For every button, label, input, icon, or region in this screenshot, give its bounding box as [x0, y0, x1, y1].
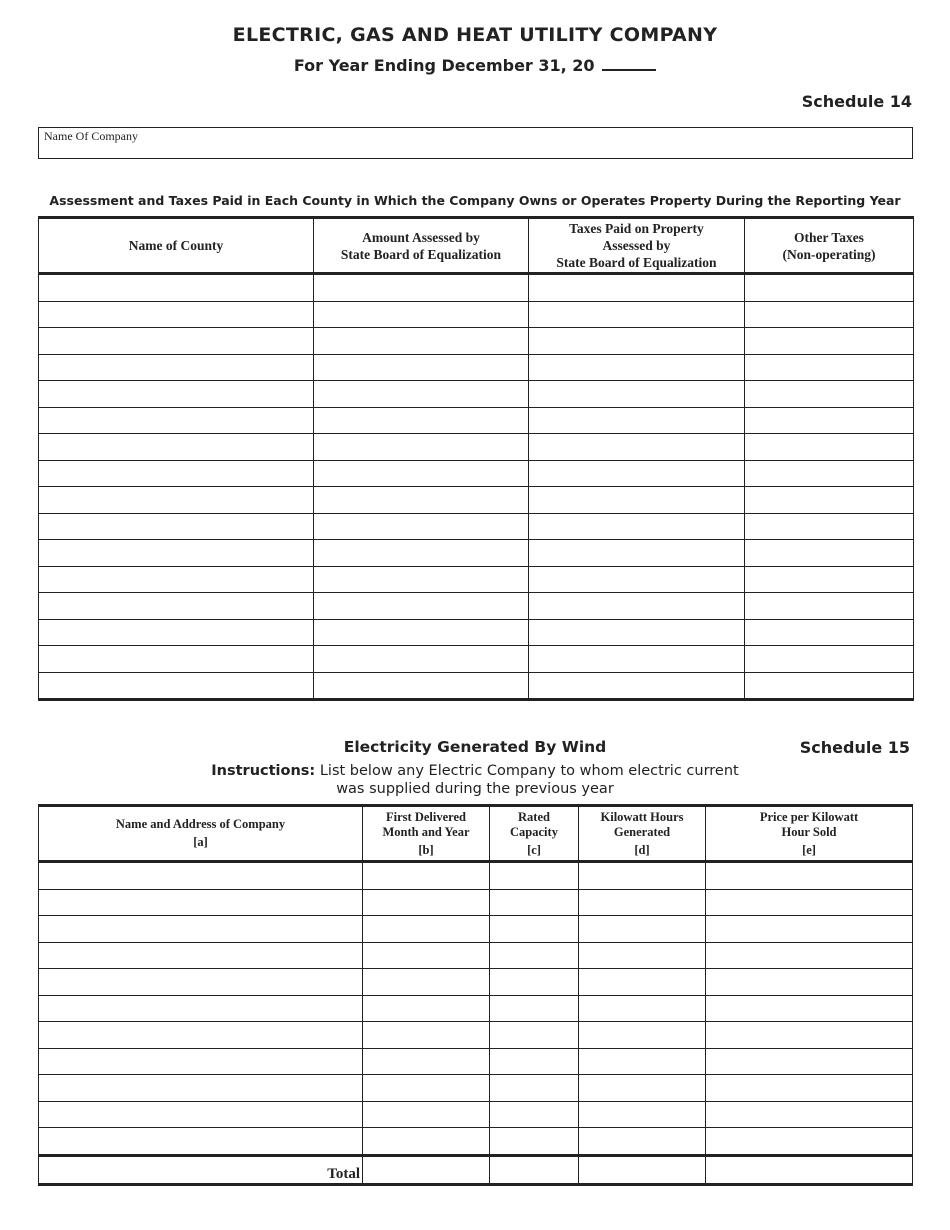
total-label: Total — [39, 1155, 363, 1184]
total-cell[interactable] — [363, 1155, 490, 1184]
input-cell[interactable] — [39, 995, 363, 1022]
instructions-label: Instructions: — [211, 763, 316, 779]
table-row — [39, 1048, 913, 1075]
input-cell[interactable] — [39, 540, 314, 567]
table-row — [39, 407, 914, 434]
input-cell[interactable] — [579, 1128, 706, 1156]
input-cell[interactable] — [39, 566, 314, 593]
table-row — [39, 328, 914, 355]
input-cell[interactable] — [39, 916, 363, 943]
input-cell[interactable] — [706, 889, 913, 916]
column-header-line: First Delivered — [386, 809, 466, 824]
input-cell[interactable] — [314, 301, 529, 328]
form-subtitle — [0, 55, 950, 75]
input-cell[interactable] — [529, 354, 745, 381]
table-row — [39, 916, 913, 943]
input-cell[interactable] — [39, 889, 363, 916]
schedule-15-label: Schedule 15 — [799, 738, 910, 757]
table-row — [39, 1075, 913, 1102]
input-cell[interactable] — [39, 672, 314, 700]
input-cell[interactable] — [706, 969, 913, 996]
schedule-15-title: Electricity Generated By Wind — [343, 738, 607, 756]
input-cell[interactable] — [529, 566, 745, 593]
input-cell[interactable] — [745, 301, 914, 328]
input-cell[interactable] — [39, 942, 363, 969]
column-code: [d] — [634, 842, 650, 857]
input-cell[interactable] — [490, 969, 579, 996]
input-cell[interactable] — [39, 619, 314, 646]
input-cell[interactable] — [745, 593, 914, 620]
input-cell[interactable] — [529, 274, 745, 302]
input-cell[interactable] — [363, 916, 490, 943]
input-cell[interactable] — [314, 672, 529, 700]
input-cell[interactable] — [706, 916, 913, 943]
input-cell[interactable] — [579, 942, 706, 969]
column-header-line: Price per Kilowatt — [759, 809, 859, 824]
input-cell[interactable] — [490, 942, 579, 969]
company-name-label: Name Of Company — [44, 129, 138, 143]
column-header-line: Name of County — [128, 238, 224, 253]
total-cell[interactable] — [579, 1155, 706, 1184]
table-row — [39, 862, 913, 890]
column-header-line: Capacity — [510, 824, 558, 839]
input-cell[interactable] — [529, 434, 745, 461]
column-code: [b] — [418, 842, 434, 857]
column-code: [e] — [802, 842, 816, 857]
input-cell[interactable] — [314, 460, 529, 487]
input-cell[interactable] — [745, 513, 914, 540]
input-cell[interactable] — [363, 942, 490, 969]
form-title: ELECTRIC, GAS AND HEAT UTILITY COMPANY — [232, 24, 718, 46]
input-cell[interactable] — [39, 1075, 363, 1102]
input-cell[interactable] — [579, 1048, 706, 1075]
input-cell[interactable] — [529, 460, 745, 487]
input-cell[interactable] — [745, 407, 914, 434]
table-row — [39, 995, 913, 1022]
input-cell[interactable] — [579, 995, 706, 1022]
input-cell[interactable] — [39, 1101, 363, 1128]
input-cell[interactable] — [745, 646, 914, 673]
table-row — [39, 434, 914, 461]
column-header-line: Name and Address of Company — [115, 817, 286, 831]
input-cell[interactable] — [363, 862, 490, 890]
input-cell[interactable] — [363, 1075, 490, 1102]
table-row — [39, 513, 914, 540]
input-cell[interactable] — [490, 995, 579, 1022]
input-cell[interactable] — [745, 619, 914, 646]
column-header-1 — [39, 218, 314, 274]
input-cell[interactable] — [363, 1048, 490, 1075]
input-cell[interactable] — [314, 593, 529, 620]
input-cell[interactable] — [706, 1101, 913, 1128]
input-cell[interactable] — [39, 434, 314, 461]
input-cell[interactable] — [579, 1022, 706, 1049]
input-cell[interactable] — [314, 540, 529, 567]
input-cell[interactable] — [39, 460, 314, 487]
column-header-a — [39, 806, 363, 862]
input-cell[interactable] — [745, 460, 914, 487]
table-row — [39, 301, 914, 328]
column-header-line: Generated — [613, 824, 671, 839]
input-cell[interactable] — [579, 969, 706, 996]
input-cell[interactable] — [706, 1075, 913, 1102]
input-cell[interactable] — [706, 942, 913, 969]
company-name-field[interactable] — [38, 127, 913, 159]
input-cell[interactable] — [529, 487, 745, 514]
column-header-b — [363, 806, 490, 862]
table-row — [39, 646, 914, 673]
input-cell[interactable] — [490, 1022, 579, 1049]
input-cell[interactable] — [363, 1022, 490, 1049]
table-row — [39, 969, 913, 996]
input-cell[interactable] — [579, 862, 706, 890]
column-header-line: State Board of Equalization — [556, 255, 717, 270]
input-cell[interactable] — [745, 487, 914, 514]
input-cell[interactable] — [314, 619, 529, 646]
input-cell[interactable] — [745, 566, 914, 593]
column-header-c — [490, 806, 579, 862]
input-cell[interactable] — [314, 513, 529, 540]
input-cell[interactable] — [706, 1048, 913, 1075]
table-row — [39, 354, 914, 381]
column-header-line: Rated — [518, 809, 550, 824]
table-row — [39, 1022, 913, 1049]
input-cell[interactable] — [39, 1048, 363, 1075]
input-cell[interactable] — [490, 1075, 579, 1102]
input-cell[interactable] — [745, 434, 914, 461]
column-code: [a] — [193, 835, 208, 849]
column-header-line: (Non-operating) — [782, 246, 876, 262]
input-cell[interactable] — [579, 1075, 706, 1102]
input-cell[interactable] — [490, 916, 579, 943]
year-blank[interactable] — [602, 55, 656, 71]
county-taxes-table — [38, 216, 914, 701]
table-row — [39, 540, 914, 567]
table-row — [39, 942, 913, 969]
input-cell[interactable] — [363, 1101, 490, 1128]
total-row — [39, 1155, 913, 1184]
input-cell[interactable] — [745, 672, 914, 700]
input-cell[interactable] — [39, 301, 314, 328]
input-cell[interactable] — [314, 646, 529, 673]
input-cell[interactable] — [529, 646, 745, 673]
column-header-line: Assessed by — [602, 238, 671, 253]
input-cell[interactable] — [579, 916, 706, 943]
schedule-14-caption: Assessment and Taxes Paid in Each County in Which the Company Owns or Operates Property During the Reporting Year — [49, 193, 901, 208]
input-cell[interactable] — [39, 513, 314, 540]
table-row — [39, 381, 914, 408]
input-cell[interactable] — [363, 995, 490, 1022]
input-cell[interactable] — [314, 434, 529, 461]
input-cell[interactable] — [39, 274, 314, 302]
input-cell[interactable] — [529, 407, 745, 434]
total-cell[interactable] — [706, 1155, 913, 1184]
input-cell[interactable] — [314, 274, 529, 302]
table-row — [39, 889, 913, 916]
input-cell[interactable] — [579, 1101, 706, 1128]
input-cell[interactable] — [745, 274, 914, 302]
table-row — [39, 274, 914, 302]
input-cell[interactable] — [529, 540, 745, 567]
year-ending-label: For Year Ending December 31, 20 — [293, 56, 595, 75]
table-row — [39, 1101, 913, 1128]
input-cell[interactable] — [529, 381, 745, 408]
input-cell[interactable] — [314, 328, 529, 355]
table-row — [39, 593, 914, 620]
input-cell[interactable] — [314, 381, 529, 408]
column-header-line: Month and Year — [382, 824, 470, 839]
input-cell[interactable] — [706, 995, 913, 1022]
input-cell[interactable] — [706, 1128, 913, 1156]
input-cell[interactable] — [314, 566, 529, 593]
column-header-line: Other Taxes — [794, 229, 864, 245]
table-row — [39, 672, 914, 700]
input-cell[interactable] — [39, 1128, 363, 1156]
input-cell[interactable] — [363, 889, 490, 916]
input-cell[interactable] — [529, 328, 745, 355]
input-cell[interactable] — [39, 1022, 363, 1049]
table-row — [39, 619, 914, 646]
input-cell[interactable] — [314, 407, 529, 434]
column-header-3 — [529, 218, 745, 274]
input-cell[interactable] — [745, 354, 914, 381]
input-cell[interactable] — [490, 1128, 579, 1156]
schedule-15-instructions — [0, 762, 950, 798]
wind-electricity-table — [38, 804, 913, 1186]
instructions-line-1: List below any Electric Company to whom electric current — [319, 763, 739, 779]
table-row — [39, 487, 914, 514]
input-cell[interactable] — [39, 381, 314, 408]
input-cell[interactable] — [363, 969, 490, 996]
column-header-line: State Board of Equalization — [340, 246, 502, 262]
column-header-4 — [745, 218, 914, 274]
table-row — [39, 566, 914, 593]
input-cell[interactable] — [39, 969, 363, 996]
input-cell[interactable] — [529, 301, 745, 328]
column-code: [c] — [527, 842, 541, 857]
input-cell[interactable] — [706, 862, 913, 890]
total-cell[interactable] — [490, 1155, 579, 1184]
schedule-14-label: Schedule 14 — [801, 92, 912, 111]
input-cell[interactable] — [745, 381, 914, 408]
input-cell[interactable] — [706, 1022, 913, 1049]
input-cell[interactable] — [490, 889, 579, 916]
input-cell[interactable] — [529, 593, 745, 620]
input-cell[interactable] — [363, 1128, 490, 1156]
column-header-line: Kilowatt Hours — [600, 809, 684, 824]
input-cell[interactable] — [490, 1048, 579, 1075]
instructions-line-2: was supplied during the previous year — [336, 781, 614, 797]
input-cell[interactable] — [39, 328, 314, 355]
input-cell[interactable] — [39, 862, 363, 890]
input-cell[interactable] — [490, 1101, 579, 1128]
input-cell[interactable] — [314, 487, 529, 514]
input-cell[interactable] — [314, 354, 529, 381]
input-cell[interactable] — [529, 619, 745, 646]
table-row — [39, 1128, 913, 1156]
table-row — [39, 460, 914, 487]
column-header-e — [706, 806, 913, 862]
column-header-line: Amount Assessed by — [362, 229, 480, 245]
column-header-d — [579, 806, 706, 862]
input-cell[interactable] — [39, 407, 314, 434]
input-cell[interactable] — [39, 354, 314, 381]
input-cell[interactable] — [529, 513, 745, 540]
column-header-line: Taxes Paid on Property — [569, 221, 704, 236]
input-cell[interactable] — [745, 540, 914, 567]
input-cell[interactable] — [39, 593, 314, 620]
input-cell[interactable] — [39, 487, 314, 514]
column-header-2 — [314, 218, 529, 274]
input-cell[interactable] — [39, 646, 314, 673]
input-cell[interactable] — [745, 328, 914, 355]
input-cell[interactable] — [529, 672, 745, 700]
input-cell[interactable] — [490, 862, 579, 890]
column-header-line: Hour Sold — [781, 824, 837, 839]
input-cell[interactable] — [579, 889, 706, 916]
